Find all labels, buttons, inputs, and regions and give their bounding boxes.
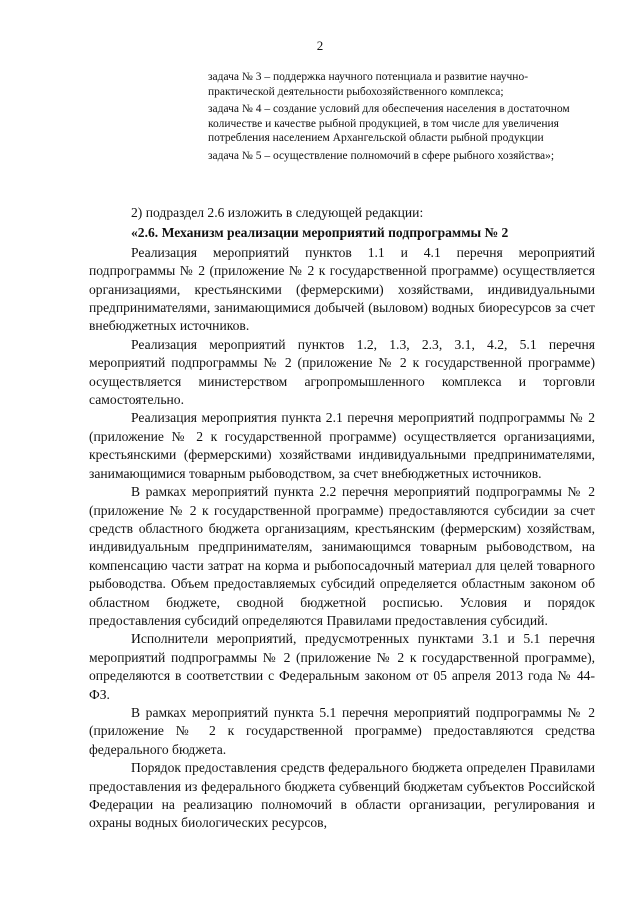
amendment-item-2: 2) подраздел 2.6 изложить в следующей редакции: [131, 205, 424, 220]
task-item-4: задача № 4 – создание условий для обеспечения населения в достаточном количестве и качестве рыбной продукцией, в том числе для увеличения потребления населением Архангельской области рыбной продукции [208, 103, 570, 145]
task-item-5: задача № 5 – осуществление полномочий в сфере рыбного хозяйства»; [208, 149, 555, 162]
paragraph-3: Реализация мероприятия пункта 2.1 перечня мероприятий подпрограммы № 2 (приложение № 2 к государственной программе) осуществляется организациями, крестьянскими (фермерскими) хозяйствами индивидуальными предпринимателями, занимающимися товарным рыбоводством, за счет внебюджетных источников. [89, 410, 595, 481]
task-list [208, 70, 578, 167]
page-number: 2 [316, 38, 324, 53]
section-heading: «2.6. Механизм реализации мероприятий подпрограммы № 2 [131, 225, 509, 241]
paragraph-7: Порядок предоставления средств федерального бюджета определен Правилами предоставления из федерального бюджета субвенций бюджетам субъектов Российской Федерации на реализацию полномочий в области организации, регулирования и охраны водных биологических ресурсов, [89, 760, 595, 831]
paragraph-5: Исполнители мероприятий, предусмотренных пунктами 3.1 и 5.1 перечня мероприятий подпрограммы № 2 (приложение № 2 к государственной программе), определяются в соответствии с Федеральным законом от 05 апреля 2013 года № 44-ФЗ. [89, 631, 595, 702]
paragraph-2: Реализация мероприятий пунктов 1.2, 1.3, 2.3, 3.1, 4.2, 5.1 перечня мероприятий подпрограммы № 2 (приложение № 2 к государственной программе) осуществляется министерством агропромышленного комплекса и торговли самостоятельно. [89, 336, 595, 408]
document-body [89, 204, 595, 833]
paragraph-1: Реализация мероприятий пунктов 1.1 и 4.1 перечня мероприятий подпрограммы № 2 (приложение № 2 к государственной программе) осуществляется организациями, крестьянскими (фермерскими) хозяйствами, индивидуальными предпринимателями, занимающимися добычей (выловом) водных биоресурсов за счет внебюджетных источников. [89, 244, 595, 334]
paragraph-6: В рамках мероприятий пункта 5.1 перечня мероприятий подпрограммы № 2 (приложение № 2 к государственной программе) предоставляются средства федерального бюджета. [89, 704, 595, 757]
paragraph-4: В рамках мероприятий пункта 2.2 перечня мероприятий подпрограммы № 2 (приложение № 2 к государственной программе) предоставляются субсидии за счет средств областного бюджета организациям, крестьянским (фермерским) хозяйствам, индивидуальным предпринимателям, занимающимся товарным рыбоводством, на компенсацию части затрат на корма и рыбопосадочный материал для целей товарного рыбоводства. Объем предоставляемых субсидий определяется областным законом об областном бюджете, сводной бюджетной росписью. Условия и порядок предоставления субсидий определяются Правилами предоставления субсидий. [89, 484, 595, 628]
task-item-3: задача № 3 – поддержка научного потенциала и развитие научно-практической деятельности рыбохозяйственного комплекса; [208, 71, 529, 98]
